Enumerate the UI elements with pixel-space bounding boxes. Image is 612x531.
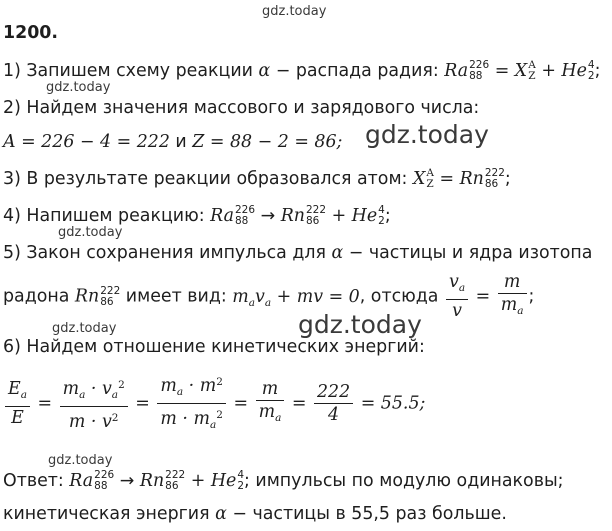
step-2: 2) Найдем значения массового и зарядового числа: — [3, 98, 480, 118]
watermark-2: gdz.today — [365, 120, 489, 149]
step-5b: радона Rn 222 86 имеет вид: $m_av_a$ + mv = 0, отсюда $\frac{v_a}{v}$ = $\frac{m}{m_a}$ ; — [3, 272, 535, 321]
watermark-5: gdz.today — [298, 310, 422, 339]
step-5: 5) Закон сохранения импульса для α − частицы и ядра изотопа — [3, 243, 593, 263]
nuclide-radium: Ra — [444, 61, 469, 81]
step-4: 4) Напишем реакцию: Ra 226 88 → Rn 222 86 + He 4 2 ; — [3, 204, 391, 227]
watermark-4: gdz.today — [52, 321, 117, 336]
step-6: 6) Найдем отношение кинетических энергий: — [3, 337, 425, 357]
problem-number: 1200. — [3, 23, 59, 43]
watermark-1: gdz.today — [46, 80, 111, 95]
nuclide-helium: He — [561, 61, 587, 81]
watermark-6: gdz.today — [48, 453, 113, 468]
watermark-top: gdz.today — [262, 4, 327, 19]
step-1: 1) Запишем схему реакции α − распада радия: Ra 226 88 = X A Z + He 4 2 ; — [3, 59, 601, 82]
step-3: 3) В результате реакции образовался атом: X A Z = Rn 222 86 ; — [3, 167, 511, 190]
watermark-3: gdz.today — [58, 225, 123, 240]
answer: Ответ: Ra 226 88 → Rn 222 86 + He 4 2 ; импульсы по модулю одинаковы; — [3, 469, 564, 492]
step-2-equation: A = 226 − 4 = 222 и Z = 88 − 2 = 86; — [3, 132, 343, 152]
nuclide-x: X — [514, 61, 528, 81]
answer-2: кинетическая энергия α − частицы в 55,5 раз больше. — [3, 504, 507, 524]
energy-ratio: $\frac{E_a}{E}$ = $\frac{m_a \cdot v_a^2}{m \cdot v^2}$ = $\frac{m_a \cdot m^2}{m \cdot m_a^2}$ = $\frac{m}{m_a}$ = $\frac{222}{4}$ = 55.5; — [3, 372, 425, 435]
